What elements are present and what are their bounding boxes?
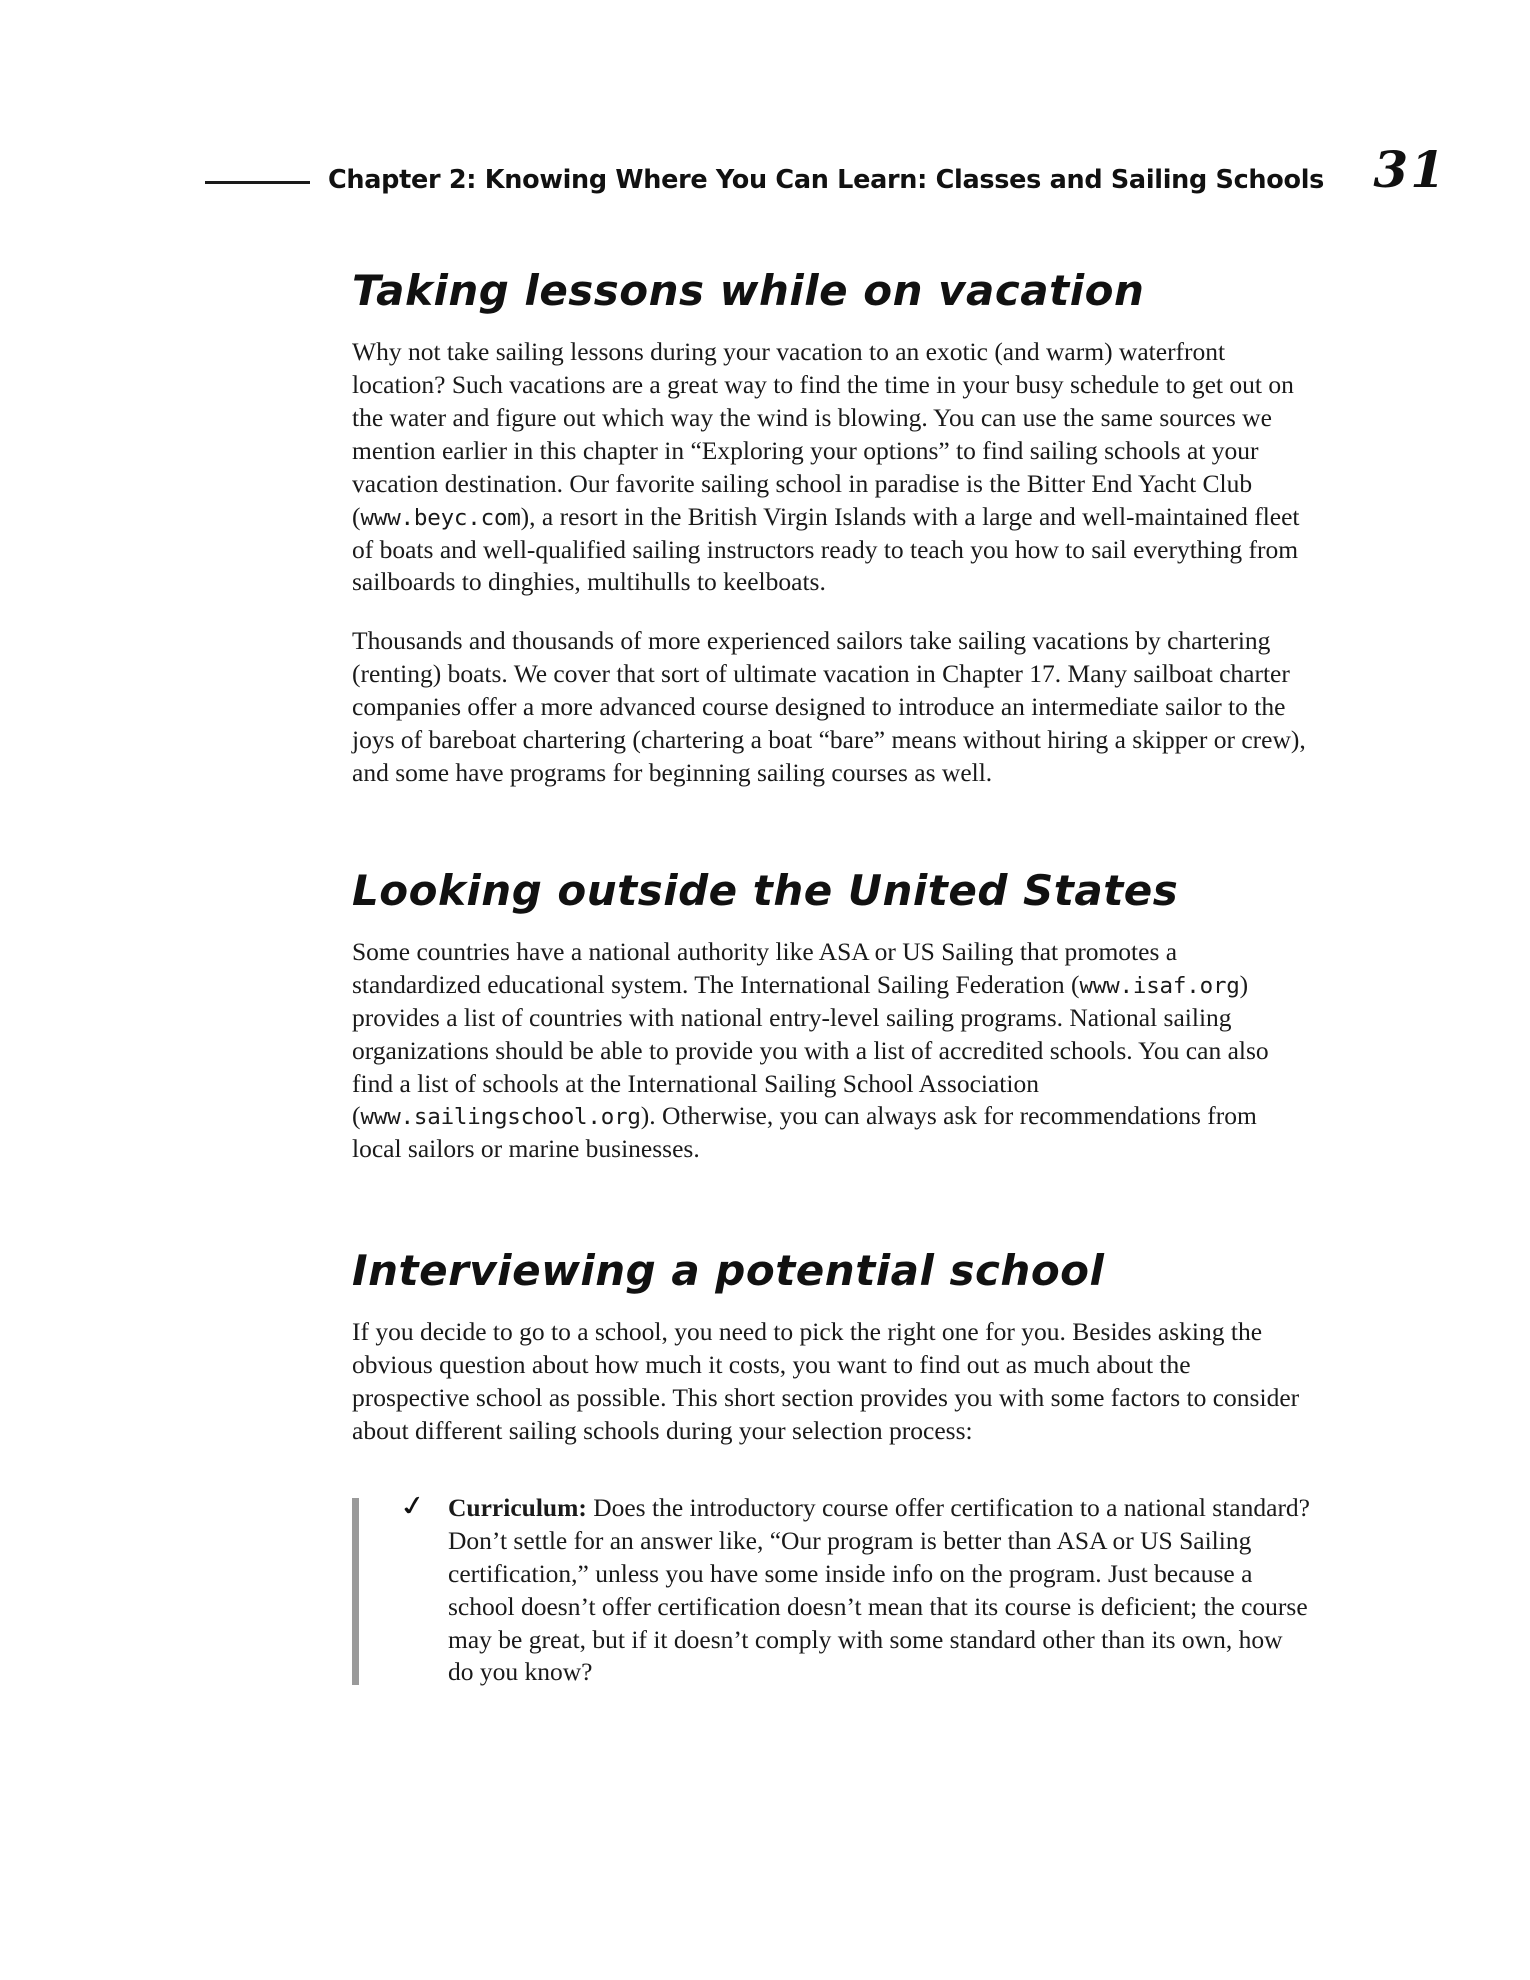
paragraph [352,336,1312,599]
paragraph [352,936,1312,1166]
inline-text: ) provides a list of countries with national entry-level sailing programs. National sailing organizations should be able to provide you with a list of accredited schools. You can also find a list of schools at the International Sailing School Association ( [352,969,1269,1131]
inline-url: www.beyc.com [360,504,521,531]
inline-text: Thousands and thousands of more experienced sailors take sailing vacations by chartering (renting) boats. We cover that sort of ultimate vacation in Chapter 17. Many sailboat charter companies offer a more advanced course designed to introduce an intermediate sailor to the joys of bareboat chartering (chartering a boat “bare” means without hiring a skipper or crew), and some have programs for beginning sailing courses as well. [352,626,1306,787]
inline-text: Why not take sailing lessons during your vacation to an exotic (and warm) waterfront location? Such vacations are a great way to find the time in your busy schedule to get out on the water and figure out which way the wind is blowing. You can use the same sources we mention earlier in this chapter in “Exploring your options” to find sailing schools at your vacation destination. Our favorite sailing school in paradise is the Bitter End Yacht Club ( [352,337,1294,531]
inline-text: ), a resort in the British Virgin Islands with a large and well-maintained fleet of boats and well-qualified sailing instructors ready to teach you how to sail everything from sailboards to dinghies, multihulls to keelboats. [352,501,1300,597]
inline-text: Some countries have a national authority like ASA or US Sailing that promotes a standardized educational system. The International Sailing Federation ( [352,936,1178,999]
paragraph [352,625,1312,789]
inline-text: ). Otherwise, you can always ask for recommendations from local sailors or marine businesses. [352,1101,1257,1164]
inline-url: www.isaf.org [1079,972,1240,999]
inline-url: www.sailingschool.org [360,1104,641,1131]
page-number: 31 [1373,140,1447,199]
list-item [395,1488,1312,1689]
running-head-rule [205,181,310,184]
body-column [352,268,1312,1689]
section-heading-outside-us: Looking outside the United States [352,865,1179,915]
section-heading-vacation: Taking lessons while on vacation [352,266,1145,315]
bullet-list [352,1488,1312,1689]
list-item-term: Curriculum: [448,1492,587,1522]
running-head-title: Chapter 2: Knowing Where You Can Learn: Classes and Sailing Schools [328,165,1325,195]
list-item-text: Does the introductory course offer certification to a national standard? Don’t settle for an answer like, “Our program is better than ASA or US Sailing certification,” unless you have some inside info on the program. Just because a school doesn’t offer certification doesn’t mean that its course is deficient; the course may be great, but if it doesn’t comply with some standard other than its own, how do you know? [448,1492,1311,1687]
section-heading-interviewing: Interviewing a potential school [352,1246,1105,1296]
bullet-list-rule [352,1498,359,1685]
inline-text: If you decide to go to a school, you need to pick the right one for you. Besides asking the obvious question about how much it costs, you want to find out as much about the prospective school as possible. This short section provides you with some factors to consider about different sailing schools during your selection process: [352,1317,1300,1446]
checkmark-icon: ✓ [395,1488,431,1524]
paragraph [352,1316,1312,1448]
running-head [205,165,1455,195]
